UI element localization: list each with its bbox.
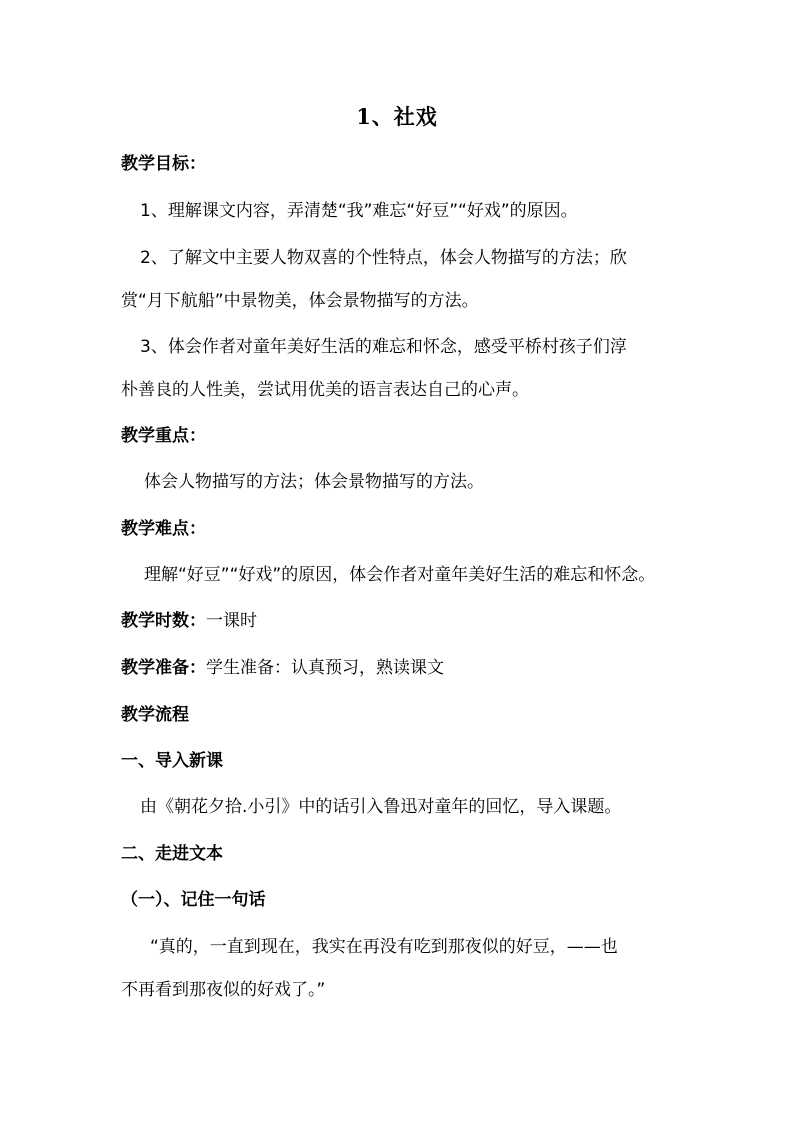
teaching-prep-label: 教学准备： [121, 658, 206, 678]
objective-item-1: 1、理解课文内容，弄清楚“我”难忘“好豆”“好戏”的原因。 [140, 201, 578, 221]
section-2-heading: 二、走进文本 [121, 844, 223, 864]
teaching-hours-label: 教学时数： [121, 611, 206, 631]
objective-item-2: 2、了解文中主要人物双喜的个性特点，体会人物描写的方法；欣 [140, 248, 627, 268]
teaching-hours-row [121, 609, 257, 633]
quote-line-2: 不再看到那夜似的好戏了。” [121, 980, 326, 1000]
difficulties-heading: 教学难点： [121, 519, 206, 539]
objective-item-2-continued: 赏“月下航船”中景物美，体会景物描写的方法。 [121, 291, 479, 311]
section-1-heading: 一、导入新课 [121, 751, 223, 771]
teaching-prep-value: 学生准备：认真预习，熟读课文 [206, 658, 444, 678]
objective-item-3: 3、体会作者对童年美好生活的难忘和怀念，感受平桥村孩子们淳 [140, 337, 627, 357]
difficulties-text: 理解“好豆”“好戏”的原因，体会作者对童年美好生活的难忘和怀念。 [144, 565, 656, 585]
key-points-heading: 教学重点： [121, 426, 206, 446]
subsection-1-heading: （一）、记住一句话 [121, 890, 266, 910]
section-1-text: 由《朝花夕拾.小引》中的话引入鲁迅对童年的回忆，导入课题。 [140, 797, 622, 817]
key-points-text: 体会人物描写的方法；体会景物描写的方法。 [144, 472, 484, 492]
teaching-flow-heading: 教学流程 [121, 705, 189, 725]
quote-line-1: “真的，一直到现在，我实在再没有吃到那夜似的好豆，——也 [150, 937, 618, 957]
lesson-title: 1、社戏 [356, 104, 438, 129]
objective-item-3-continued: 朴善良的人性美，尝试用优美的语言表达自己的心声。 [121, 380, 529, 400]
teaching-hours-value: 一课时 [206, 611, 257, 631]
teaching-prep-row [121, 656, 444, 680]
objectives-heading: 教学目标： [121, 154, 206, 174]
